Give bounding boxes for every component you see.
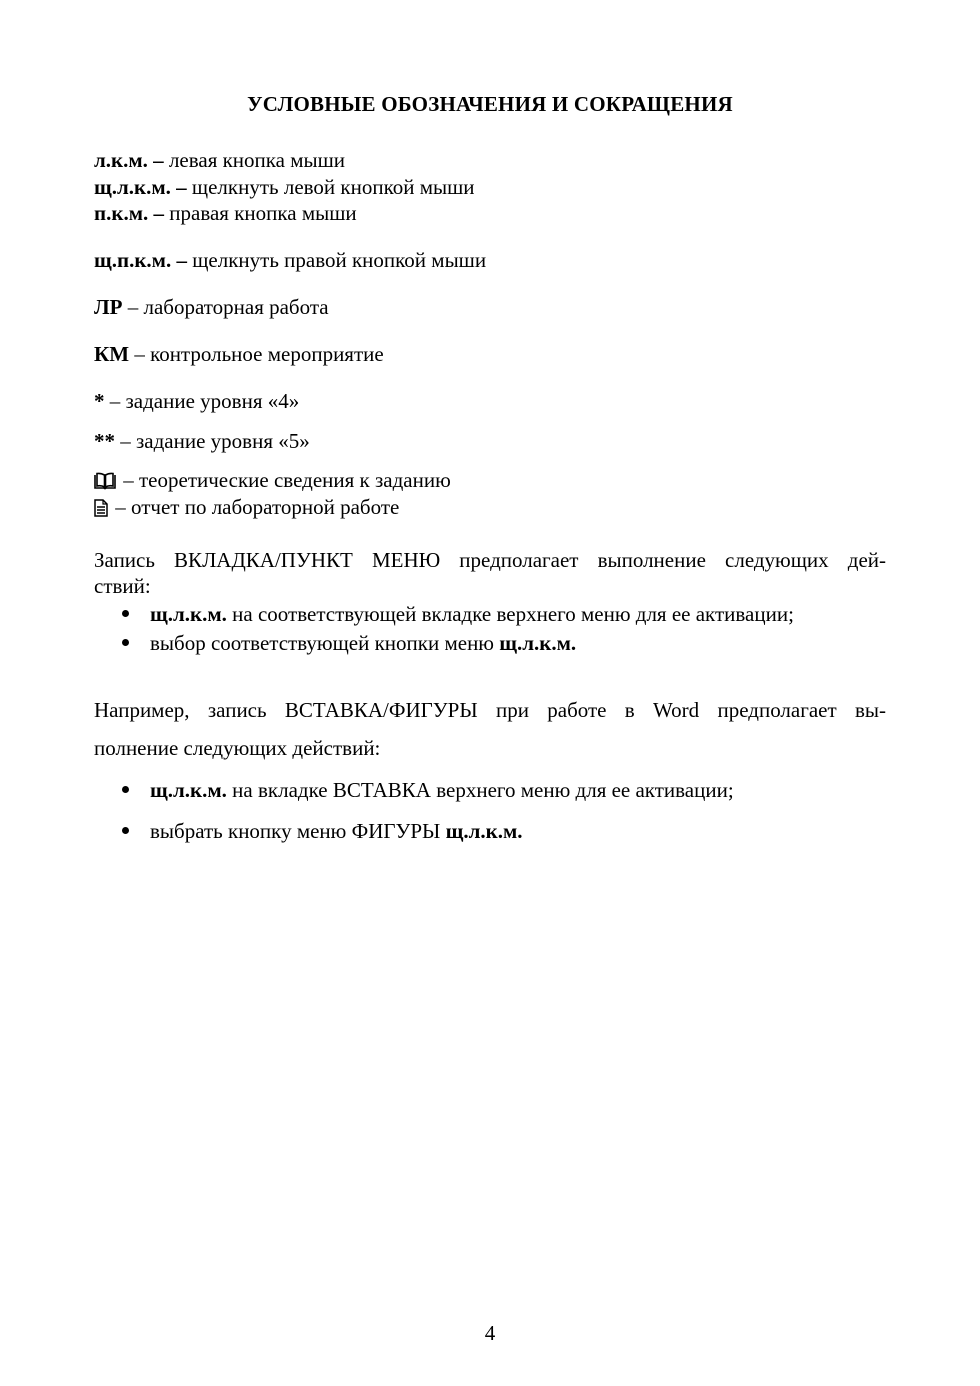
abbreviation-definition: правая кнопка мыши [164, 201, 357, 225]
list-item [122, 630, 576, 656]
list-item [122, 818, 523, 844]
abbreviation-definition: – контрольное мероприятие [129, 342, 384, 366]
symbol-item [94, 467, 451, 496]
page-title: УСЛОВНЫЕ ОБОЗНАЧЕНИЯ И СОКРАЩЕНИЯ [247, 92, 733, 116]
abbreviation-term: КМ [94, 342, 130, 366]
abbreviation-definition: левая кнопка мыши [163, 148, 346, 172]
book-icon [94, 470, 116, 496]
abbreviation-term: ЛР [94, 295, 123, 319]
abbreviation-definition: – лабораторная работа [122, 295, 329, 319]
bullet-icon [122, 786, 129, 793]
page-number: 4 [484, 1321, 496, 1345]
bullet-icon [122, 610, 129, 617]
abbreviation-item [94, 147, 345, 173]
bullet-bold: щ.л.к.м. [499, 631, 577, 655]
abbreviation-item [94, 428, 310, 454]
abbreviation-term: * [94, 389, 105, 413]
symbol-definition: – отчет по лабораторной работе [110, 495, 400, 519]
list-item [122, 601, 794, 627]
list-item [122, 777, 734, 803]
bullet-text: на соответствующей вкладке верхнего меню для ее активации; [226, 602, 794, 626]
bullet-bold: щ.л.к.м. [150, 778, 227, 802]
symbol-definition: – теоретические сведения к заданию [118, 468, 451, 492]
example-line: Например, запись ВСТАВКА/ФИГУРЫ при работе в Word предполагает вы- [94, 698, 886, 722]
abbreviation-item [94, 294, 329, 320]
abbreviation-definition: – задание уровня «5» [115, 429, 310, 453]
symbol-item [94, 494, 399, 523]
abbreviation-term: щ.п.к.м. – [94, 248, 187, 272]
bullet-icon [122, 827, 129, 834]
abbreviation-term: щ.л.к.м. – [94, 175, 187, 199]
abbreviation-definition: щелкнуть правой кнопкой мыши [186, 248, 487, 272]
menu-note-line: Запись ВКЛАДКА/ПУНКТ МЕНЮ предполагает выполнение следующих дей- [94, 548, 886, 572]
bullet-text: на вкладке ВСТАВКА верхнего меню для ее активации; [226, 778, 734, 802]
bullet-text: выбор соответствующей кнопки меню [150, 631, 500, 655]
document-icon [94, 497, 108, 523]
bullet-icon [122, 639, 129, 646]
abbreviation-definition: щелкнуть левой кнопкой мыши [186, 175, 475, 199]
abbreviation-item [94, 174, 475, 200]
bullet-bold: щ.л.к.м. [150, 602, 227, 626]
bullet-bold: щ.л.к.м. [445, 819, 523, 843]
abbreviation-term: п.к.м. – [94, 201, 165, 225]
abbreviation-item [94, 341, 384, 367]
abbreviation-item [94, 388, 299, 414]
menu-note-line: ствий: [94, 574, 151, 598]
abbreviation-definition: – задание уровня «4» [104, 389, 300, 413]
abbreviation-item [94, 200, 357, 226]
abbreviation-term: ** [94, 429, 115, 453]
example-line: полнение следующих действий: [94, 736, 381, 760]
bullet-text: выбрать кнопку меню ФИГУРЫ [150, 819, 446, 843]
abbreviation-item [94, 247, 486, 273]
abbreviation-term: л.к.м. – [94, 148, 164, 172]
